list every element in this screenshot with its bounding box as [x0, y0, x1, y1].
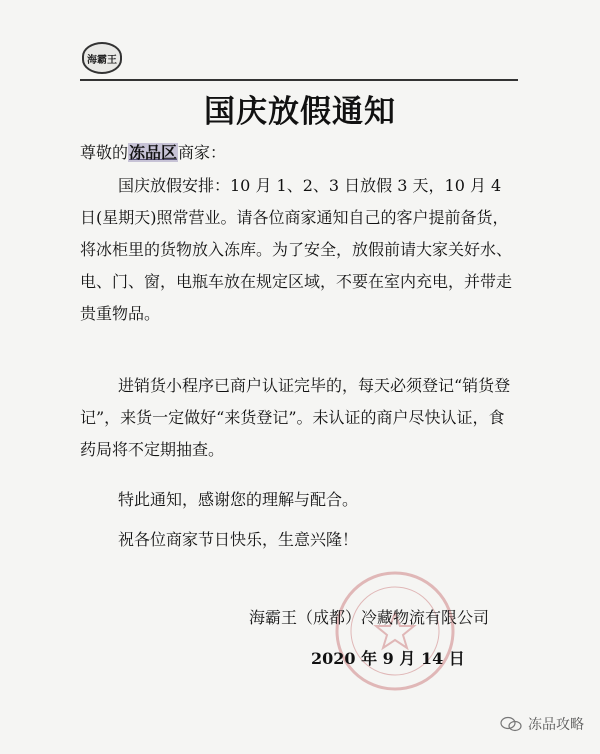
- signature-date: 2020 年 9 月 14 日: [311, 649, 465, 668]
- salutation-prefix: 尊敬的: [80, 143, 129, 162]
- paragraph-thanks: 特此通知，感谢您的理解与配合。: [118, 490, 359, 509]
- paragraph-holiday-schedule: 国庆放假安排：10 月 1、2、3 日放假 3 天，10 月 4 日(星期天)照常营业。请各位商家通知自己的客户提前备货，将冰柜里的货物放入冻库。为了安全，放假前请大家关好水、电、门、窗，电瓶车放在规定区域，不要在室内充电，并带走贵重物品。: [80, 176, 513, 323]
- logo-text: 海霸王: [87, 54, 117, 66]
- header-rule: [80, 79, 518, 81]
- company-logo: [82, 42, 122, 74]
- paragraph-wishes: 祝各位商家节日快乐，生意兴隆！: [118, 530, 359, 549]
- company-seal-stamp: [332, 568, 458, 694]
- seal-outer-ring: [337, 573, 453, 689]
- paragraph-registration: 进销货小程序已商户认证完毕的，每天必须登记“销货登记”，来货一定做好“来货登记”。未认证的商户尽快认证，食药局将不定期抽查。: [80, 376, 511, 459]
- watermark: [500, 714, 584, 734]
- watermark-text: 冻品攻略: [528, 717, 584, 733]
- wechat-icon: [500, 716, 522, 732]
- signature-company: 海霸王（成都）冷藏物流有限公司: [249, 608, 490, 627]
- salutation-highlight: 冻品区: [129, 143, 178, 162]
- notice-title: 国庆放假通知: [204, 94, 396, 130]
- salutation-suffix: 商家：: [178, 143, 227, 162]
- salutation: [80, 140, 226, 163]
